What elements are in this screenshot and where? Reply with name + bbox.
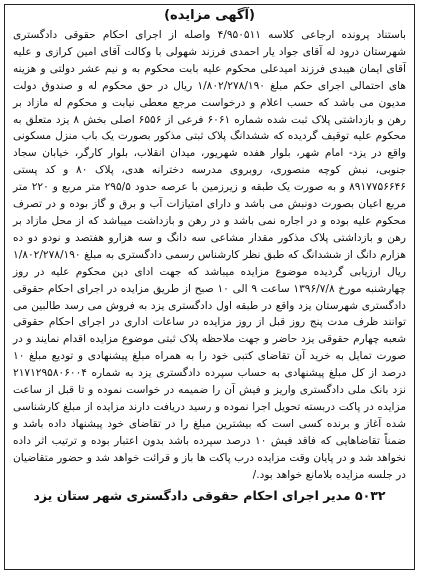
notice-signature: ۵۰۳۲ مدیر اجرای احکام حقوقی دادگستری شهر ستان یزد bbox=[33, 488, 386, 504]
notice-body bbox=[5, 27, 414, 483]
notice-paragraph: باستناد پرونده ارجاعی کلاسه ۴/۹۵۰۵۱۱ واصله از اجرای احکام حقوقی دادگستری شهرستان درود له آقای جواد یار احمدی فرزند شهولی با وکالت آقای امین کرازی و علیه آقای ایمان هیبدی فرزند امیدعلی محکوم علیه بابت محکوم به و نیم عشر دولتی و هزینه های احتمالی اجرای حکم مبلغ ۱/۸۰۲/۲۷۸/۱۹۰ ریال در حق محکوم له و صندوق دولت مدیون می باشد که حسب اعلام و درخواست مرجع معطی نیابت و محکوم له مازاد بر رهن و بازداشتی پلاک ثبت شده شماره ۶۰۶۱ فرعی از ۶۵۵۶ اصلی بخش ۸ یزد متعلق به محکوم علیه توقیف گردیده که ششدانگ پلاک ثبتی مذکور بصورت یک باب منزل مسکونی واقع در یزد- امام شهر، بلوار هفده شهریور، میدان انقلاب، بلوار کارگر، خیابان سجاد جنوبی، نبش کوچه منصوری، روبروی مدرسه دخترانه هدی، پلاک ۸۰ و کد پستی ۸۹۱۷۷۵۶۶۴۶ و به صورت یک طبقه و زیرزمین با عرصه حدود ۲۹۵/۵ متر مربع و ۲۲۰ متر مربع اعیان بصورت دونبش می باشد و دارای امتیازات آب و برق و گاز بوده و در تصرف محکوم علیه بوده و در اجاره نمی باشد و در رهن و بازداشت میباشد که از محل مازاد بر رهن و بازداشتی پلاک مذکور مقدار مشاعی سه دانگ و سه هزارو هفتصد و نودو دو ده هزارم دانگ از ششدانگ که طبق نظر کارشناس رسمی دادگستری به مبلغ ۱/۸۰۲/۲۷۸/۱۹۰ ریال ارزیابی گردیده موضوع مزایده میباشد که جهت ادای دین محکوم علیه در روز چهارشنبه مورخ ۱۳۹۶/۷/۸ ساعت ۹ الی ۱۰ صبح از طریق مزایده در اجرای احکام حقوقی دادگستری شهرستان یزد واقع در طبقه اول دادگستری یزد به فروش می رسد طالبین می توانند ظرف مدت پنج روز قبل از روز مزایده در ساعات اداری در اجرای احکام حقوقی شعبه چهارم حقوقی یزد حاضر و جهت ملاحظه پلاک ثبتی موضوع مزایده اقدام نمایند و در صورت تمایل به خرید آن تقاضای کتبی خود را به همراه مبلغ پیشنهادی و تودیع مبلغ ۱۰ درصد از کل مبلغ پیشنهادی به حساب سپرده دادگستری یزد به شماره ۲۱۷۱۲۹۵۸۰۶۰۰۴ نزد بانک ملی دادگستری واریز و فیش آن را ضمیمه در خواست نموده و تا قبل از ساعت مزایده در پاکت دربسته تحویل اجرا نموده و رسید دریافت دارند مزایده از مبلغ کارشناسی شده آغاز و برنده کسی است که بیشترین مبلغ را در تقاضای خود پیشنهاد داده باشد و ضمناً تقاضاهایی که فاقد فیش ۱۰ درصد سپرده باشد بدون اعتبار بوده و ترتیب اثر داده نخواهد شد و در پایان وقت مزایده درب پاکت ها باز و قرائت خواهد شد و حضور متقاضیان در جلسه مزایده بلامانع خواهد بود./ bbox=[13, 29, 406, 481]
notice-title: (آگهی مزایده) bbox=[164, 8, 255, 23]
auction-notice bbox=[4, 4, 415, 570]
